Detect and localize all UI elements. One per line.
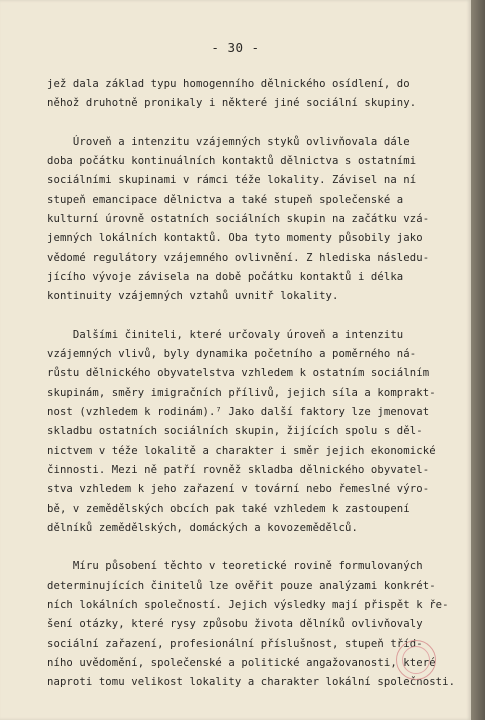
text-line: Dalšími činiteli, které určovaly úroveň a intenzitu xyxy=(47,328,404,341)
text-line: Úroveň a intenzitu vzájemných styků ovlivňovala dále xyxy=(47,135,410,148)
text-line: růstu dělnického obyvatelstva vzhledem k ostatním sociálním xyxy=(47,367,430,380)
text-line: činnosti. Mezi ně patří rovněž skladba dělnického obyvatel- xyxy=(47,463,430,476)
text-line: ních lokálních společností. Jejich výsledky mají přispět k ře- xyxy=(47,599,449,612)
paragraph-4 xyxy=(47,557,456,692)
text-line: jež dala základ typu homogenního dělnického osídlení, do xyxy=(47,78,410,90)
text-line: sociální zařazení, profesionální příslušnost, stupeň tříd- xyxy=(47,637,423,650)
text-line: skladbu ostatních sociálních skupin, žijících spolu s děl- xyxy=(47,425,423,438)
library-stamp xyxy=(396,640,436,680)
text-line: vědomé regulátory vzájemného ovlivnění. Z hlediska následu- xyxy=(47,251,430,264)
library-stamp-inner-ring xyxy=(402,646,430,674)
text-line: bě, v zemědělských obcích pak také vzhledem k zastoupení xyxy=(47,502,410,515)
paragraph-2 xyxy=(47,133,447,307)
text-line: Míru působení těchto v teoretické rovině formulovaných xyxy=(47,560,423,573)
text-line: kontinuity vzájemných vztahů uvnitř lokality. xyxy=(47,290,339,303)
text-line: determinujících činitelů lze ověřit pouze analýzami konkrét- xyxy=(47,579,436,592)
paragraph-3 xyxy=(47,326,447,538)
text-line: nictvem v téže lokalitě a charakter i směr jejich ekonomické xyxy=(47,444,436,457)
text-line: doba počátku kontinuálních kontaktů dělnictva s ostatními xyxy=(47,155,417,168)
text-line: kulturní úrovně ostatních sociálních skupin na začátku vzá- xyxy=(47,213,430,226)
text-line: šení otázky, které rysy způsobu života dělníků ovlivňovaly xyxy=(47,618,423,631)
text-line: jemných lokálních kontaktů. Oba tyto momenty působily jako xyxy=(47,232,423,245)
text-line: jícího vývoje závisela na době počátku kontaktů i délka xyxy=(47,270,404,283)
text-line: vzájemných vlivů, byly dynamika početního a poměrného ná- xyxy=(47,348,417,361)
text-line: naproti tomu velikost lokality a charakter lokální společnosti. xyxy=(47,676,456,689)
paragraph-1 xyxy=(47,75,447,114)
text-line: skupinám, směry imigračních přílivů, jejich síla a komprakt- xyxy=(47,386,436,399)
text-line: něhož druhotně pronikaly i některé jiné sociální skupiny. xyxy=(47,97,417,110)
text-line: stva vzhledem k jeho zařazení v tovární nebo řemeslné výro- xyxy=(47,483,430,496)
text-line: ního uvědomění, společenské a politické angažovanosti, které xyxy=(47,656,436,669)
page-edge xyxy=(471,0,485,720)
text-line: sociálními skupinami v rámci téže lokality. Závisel na ní xyxy=(47,174,417,187)
page-number: - 30 - xyxy=(211,40,260,55)
text-line: stupeň emancipace dělnictva a také stupeň společenské a xyxy=(47,193,404,206)
body-text xyxy=(47,75,456,712)
text-line: dělníků zemědělských, domáckých a kovozemědělců. xyxy=(47,521,358,534)
text-line: nost (vzhledem k rodinám).⁷ Jako další faktory lze jmenovat xyxy=(47,406,430,419)
